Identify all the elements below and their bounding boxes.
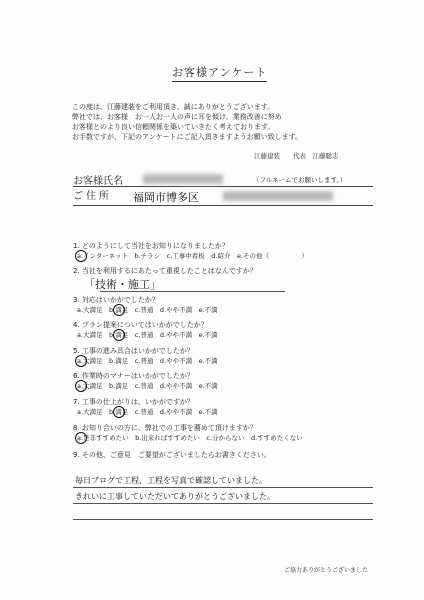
- redacted-address: [223, 191, 333, 201]
- question-6: 6. 作業時のマナーはいかがでしたか？: [73, 372, 194, 380]
- question-1: 1. どのようにして当社をお知りになりましたか？: [73, 242, 229, 250]
- comment-text: きれいに工事していただいてありがとうございました。: [75, 492, 275, 501]
- name-note: （フルネームでお願いします。）: [253, 176, 347, 184]
- address-label: ご住所: [73, 191, 112, 202]
- question-4: 4. プラン提案についてはいかがでしたか？: [73, 321, 208, 329]
- answer-circle-7: [113, 406, 125, 418]
- question-1-options: a.インターネット b.チラシ c.工事中看板 d.紹介 e.その他（ ）: [77, 252, 309, 260]
- question-4-options: a.大満足 b.満足 c.普通 d.やや不満 e.不満: [77, 331, 218, 339]
- question-5-options: a.大満足 b.満足 c.普通 d.やや不満 e.不満: [77, 357, 218, 365]
- page-title: お客様アンケート: [172, 64, 267, 82]
- question-2-answer: 「技術・施工」: [84, 278, 161, 291]
- answer-circle-3: [113, 304, 125, 316]
- intro-line: この度は、江藤建装をご利用頂き、誠にありがとうございます。: [72, 103, 275, 111]
- comment-text: 毎日ブログで工程、工程を写真で確認していました。: [75, 476, 267, 485]
- answer-circle-5: [75, 355, 87, 367]
- answer-circle-1: [75, 250, 87, 262]
- comment-line: [73, 502, 373, 504]
- name-field[interactable]: [73, 172, 373, 187]
- answer-line: [100, 290, 285, 292]
- question-3: 3. 対応はいかがでしたか？: [73, 296, 159, 304]
- redacted-name: [143, 174, 223, 184]
- answer-circle-8: [75, 432, 87, 444]
- question-2: 2. 当社を利用するにあたって重視したことはなんですか？: [73, 267, 257, 275]
- name-label: お客様氏名: [73, 176, 123, 187]
- intro-line: お客様とのより良い信頼関係を築いていきたく考えております。: [72, 123, 275, 131]
- closing-text: ご協力ありがとうございました: [284, 567, 369, 574]
- signature: 江藤建装 代表 江藤聡志: [254, 152, 339, 160]
- question-6-options: a.大満足 b.満足 c.普通 d.やや不満 e.不満: [77, 382, 218, 390]
- comment-line: [73, 518, 373, 520]
- question-9: 9. その他、ご意見 ご要望がございましたらお書きください。: [73, 451, 271, 459]
- address-field[interactable]: [73, 187, 373, 206]
- address-value: 福岡市博多区: [133, 191, 199, 204]
- question-7-options: a.大満足 b.満足 c.普通 d.やや不満 e.不満: [77, 408, 218, 416]
- question-3-options: a.大満足 b.満足 c.普通 d.やや不満 e.不満: [77, 306, 218, 314]
- intro-line: お手数ですが、下記のアンケートにご記入頂きますようお願い致します。: [72, 133, 303, 141]
- intro-line: 弊社では、お客様 お一人お一人の声に耳を傾け、業務改善に努め: [72, 113, 282, 121]
- question-8-options: a.是非すすめたい b.出来ればすすめたい c.分からない d.すすめたくない: [77, 434, 303, 442]
- answer-circle-6: [75, 380, 87, 392]
- intro-text: [72, 102, 302, 142]
- question-7: 7. 工事の仕上がりは、いかがですか？: [73, 398, 194, 406]
- answer-circle-4: [113, 329, 125, 341]
- question-8: 8. お知り合いの方に、弊社での工事を薦めて頂けますか？: [73, 424, 257, 432]
- comment-line: [73, 486, 373, 488]
- question-5: 5. 工事の進み具合はいかがでしたか？: [73, 347, 194, 355]
- free-comment-area[interactable]: [73, 470, 373, 520]
